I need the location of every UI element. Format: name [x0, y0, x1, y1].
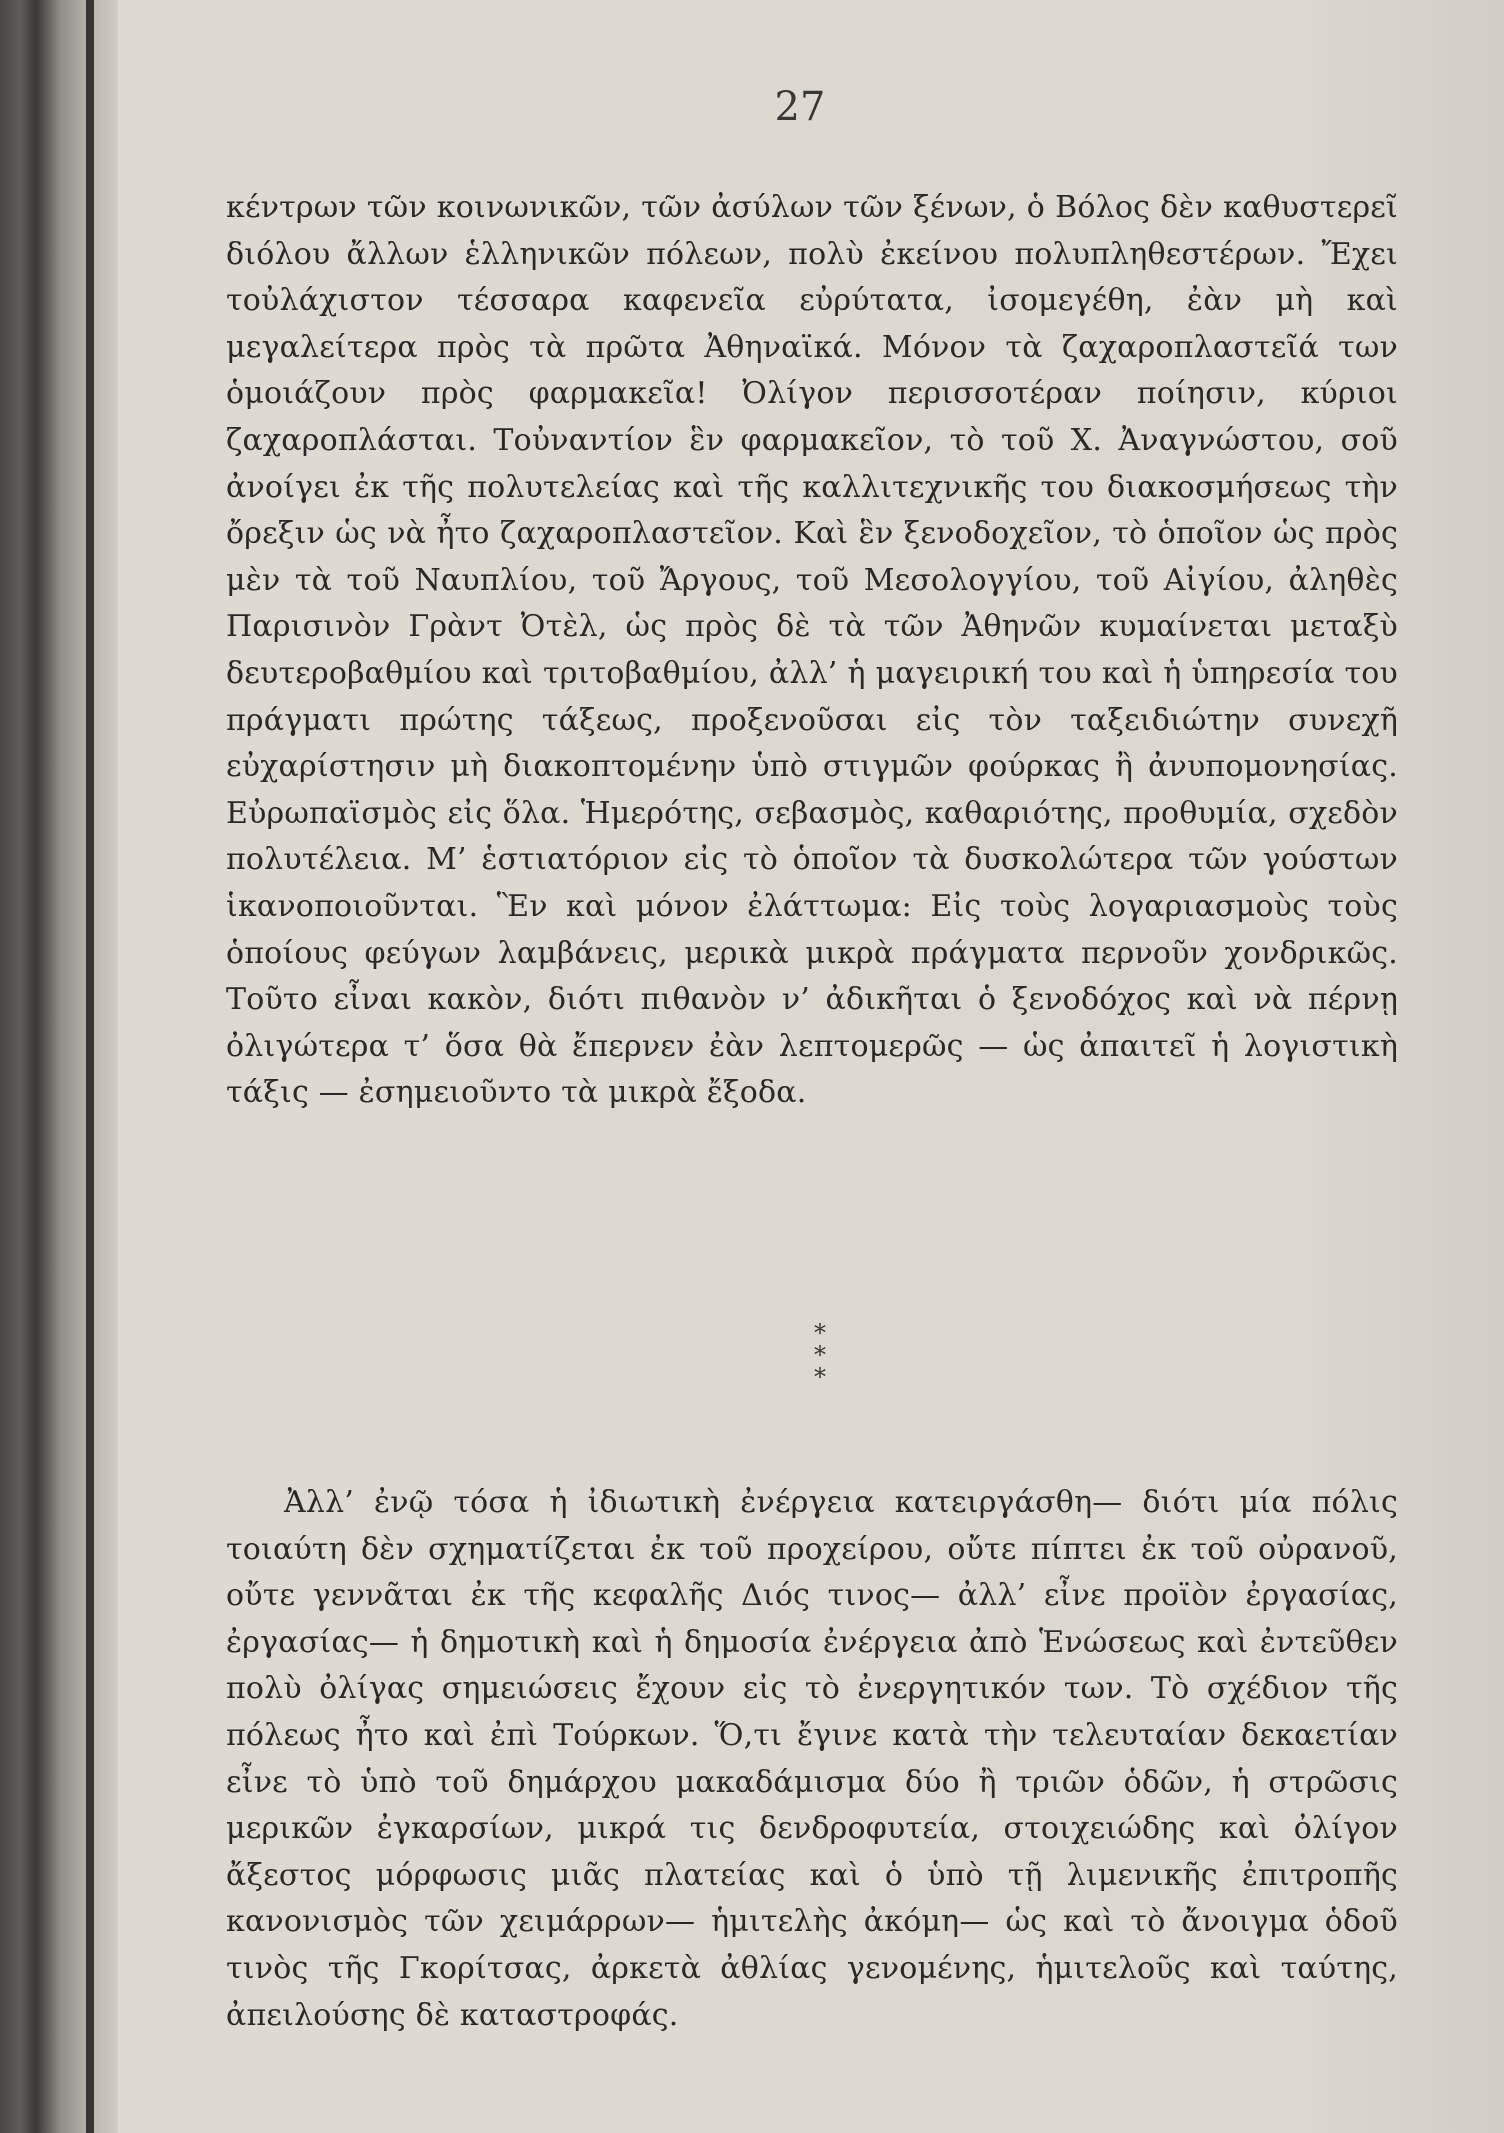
book-binding-shadow — [0, 0, 118, 2133]
page-number: 27 — [774, 84, 826, 130]
section-separator — [780, 1319, 860, 1391]
book-gutter-line — [86, 0, 94, 2133]
paragraph-1: κέντρων τῶν κοινωνικῶν, τῶν ἀσύλων τῶν ξένων, ὁ Βόλος δὲν καθυστερεῖ διόλου ἄλλων ἑλληνικῶν πόλεων, πολὺ ἐκείνου πολυπληθεστέρων. Ἔχει τοὐλάχιστον τέσσαρα καφενεῖα εὐρύτατα, ἰσομεγέθη, ἐὰν μὴ καὶ μεγαλείτερα πρὸς τὰ πρῶτα Ἀθηναϊκά. Μόνον τὰ ζαχαροπλαστεῖά των ὁμοιάζουν πρὸς φαρμακεῖα! Ὀλίγον περισσοτέραν ποίησιν, κύριοι ζαχαροπλάσται. Τοὐναντίον ἓν φαρμακεῖον, τὸ τοῦ Χ. Ἀναγνώστου, σοῦ ἀνοίγει ἐκ τῆς πολυτελείας καὶ τῆς καλλιτεχνικῆς του διακοσμήσεως τὴν ὄρεξιν ὡς νὰ ἦτο ζαχαροπλαστεῖον. Καὶ ἓν ξενοδοχεῖον, τὸ ὁποῖον ὡς πρὸς μὲν τὰ τοῦ Ναυπλίου, τοῦ Ἄργους, τοῦ Μεσολογγίου, τοῦ Αἰγίου, ἀληθὲς Παρισινὸν Γρὰντ Ὀτὲλ, ὡς πρὸς δὲ τὰ τῶν Ἀθηνῶν κυμαίνεται μεταξὺ δευτεροβαθμίου καὶ τριτοβαθμίου, ἀλλ’ ἡ μαγειρική του καὶ ἡ ὑπηρεσία του πράγματι πρώτης τάξεως, προξενοῦσαι εἰς τὸν ταξειδιώτην συνεχῆ εὐχαρίστησιν μὴ διακοπτομένην ὑπὸ στιγμῶν φούρκας ἢ ἀνυπομονησίας. Εὐρωπαϊσμὸς εἰς ὅλα. Ἡμερότης, σεβασμὸς, καθαριότης, προθυμία, σχεδὸν πολυτέλεια. Μ’ ἑστιατόριον εἰς τὸ ὁποῖον τὰ δυσκολώτερα τῶν γούστων ἱκανοποιοῦνται. Ἓν καὶ μόνον ἐλάττωμα: Εἰς τοὺς λογαριασμοὺς τοὺς ὁποίους φεύγων λαμβάνεις, μερικὰ μικρὰ πράγματα περνοῦν χονδρικῶς. Τοῦτο εἶναι κακὸν, διότι πιθανὸν ν’ ἀδικῆται ὁ ξενοδόχος καὶ νὰ πέρνῃ ὀλιγώτερα τ’ ὅσα θὰ ἔπερνεν ἐὰν λεπτομερῶς — ὡς ἀπαιτεῖ ἡ λογιστικὴ τάξις — ἐσημειοῦντο τὰ μικρὰ ἔξοδα. — [226, 190, 1398, 1111]
book-page — [120, 0, 1504, 2133]
paragraph-2-block — [226, 1480, 1398, 2039]
paragraph-2: Ἀλλ’ ἐνῷ τόσα ἡ ἰδιωτικὴ ἐνέργεια κατειργάσθη— διότι μία πόλις τοιαύτη δὲν σχηματίζεται ἐκ τοῦ προχείρου, οὔτε πίπτει ἐκ τοῦ οὐρανοῦ, οὔτε γεννᾶται ἐκ τῆς κεφαλῆς Διός τινος— ἀλλ’ εἶνε προϊὸν ἐργασίας, ἐργασίας— ἡ δημοτικὴ καὶ ἡ δημοσία ἐνέργεια ἀπὸ Ἑνώσεως καὶ ἐντεῦθεν πολὺ ὀλίγας σημειώσεις ἔχουν εἰς τὸ ἐνεργητικόν των. Τὸ σχέδιον τῆς πόλεως ἦτο καὶ ἐπὶ Τούρκων. Ὅ,τι ἔγινε κατὰ τὴν τελευταίαν δεκαετίαν εἶνε τὸ ὑπὸ τοῦ δημάρχου μακαδάμισμα δύο ἢ τριῶν ὁδῶν, ἡ στρῶσις μερικῶν ἐγκαρσίων, μικρά τις δενδροφυτεία, στοιχειώδης καὶ ὀλίγον ἄξεστος μόρφωσις μιᾶς πλατείας καὶ ὁ ὑπὸ τῇ λιμενικῆς ἐπιτροπῆς κανονισμὸς τῶν χειμάρρων— ἡμιτελὴς ἀκόμη— ὡς καὶ τὸ ἄνοιγμα ὁδοῦ τινὸς τῆς Γκορίτσας, ἀρκετὰ ἀθλίας γενομένης, ἡμιτελοῦς καὶ ταύτης, ἀπειλούσης δὲ καταστροφάς. — [226, 1485, 1398, 2033]
paragraph-1-block — [226, 185, 1398, 1117]
separator-asterisks-top: * * — [814, 1319, 840, 1369]
separator-asterisk-bottom: * — [814, 1363, 826, 1391]
